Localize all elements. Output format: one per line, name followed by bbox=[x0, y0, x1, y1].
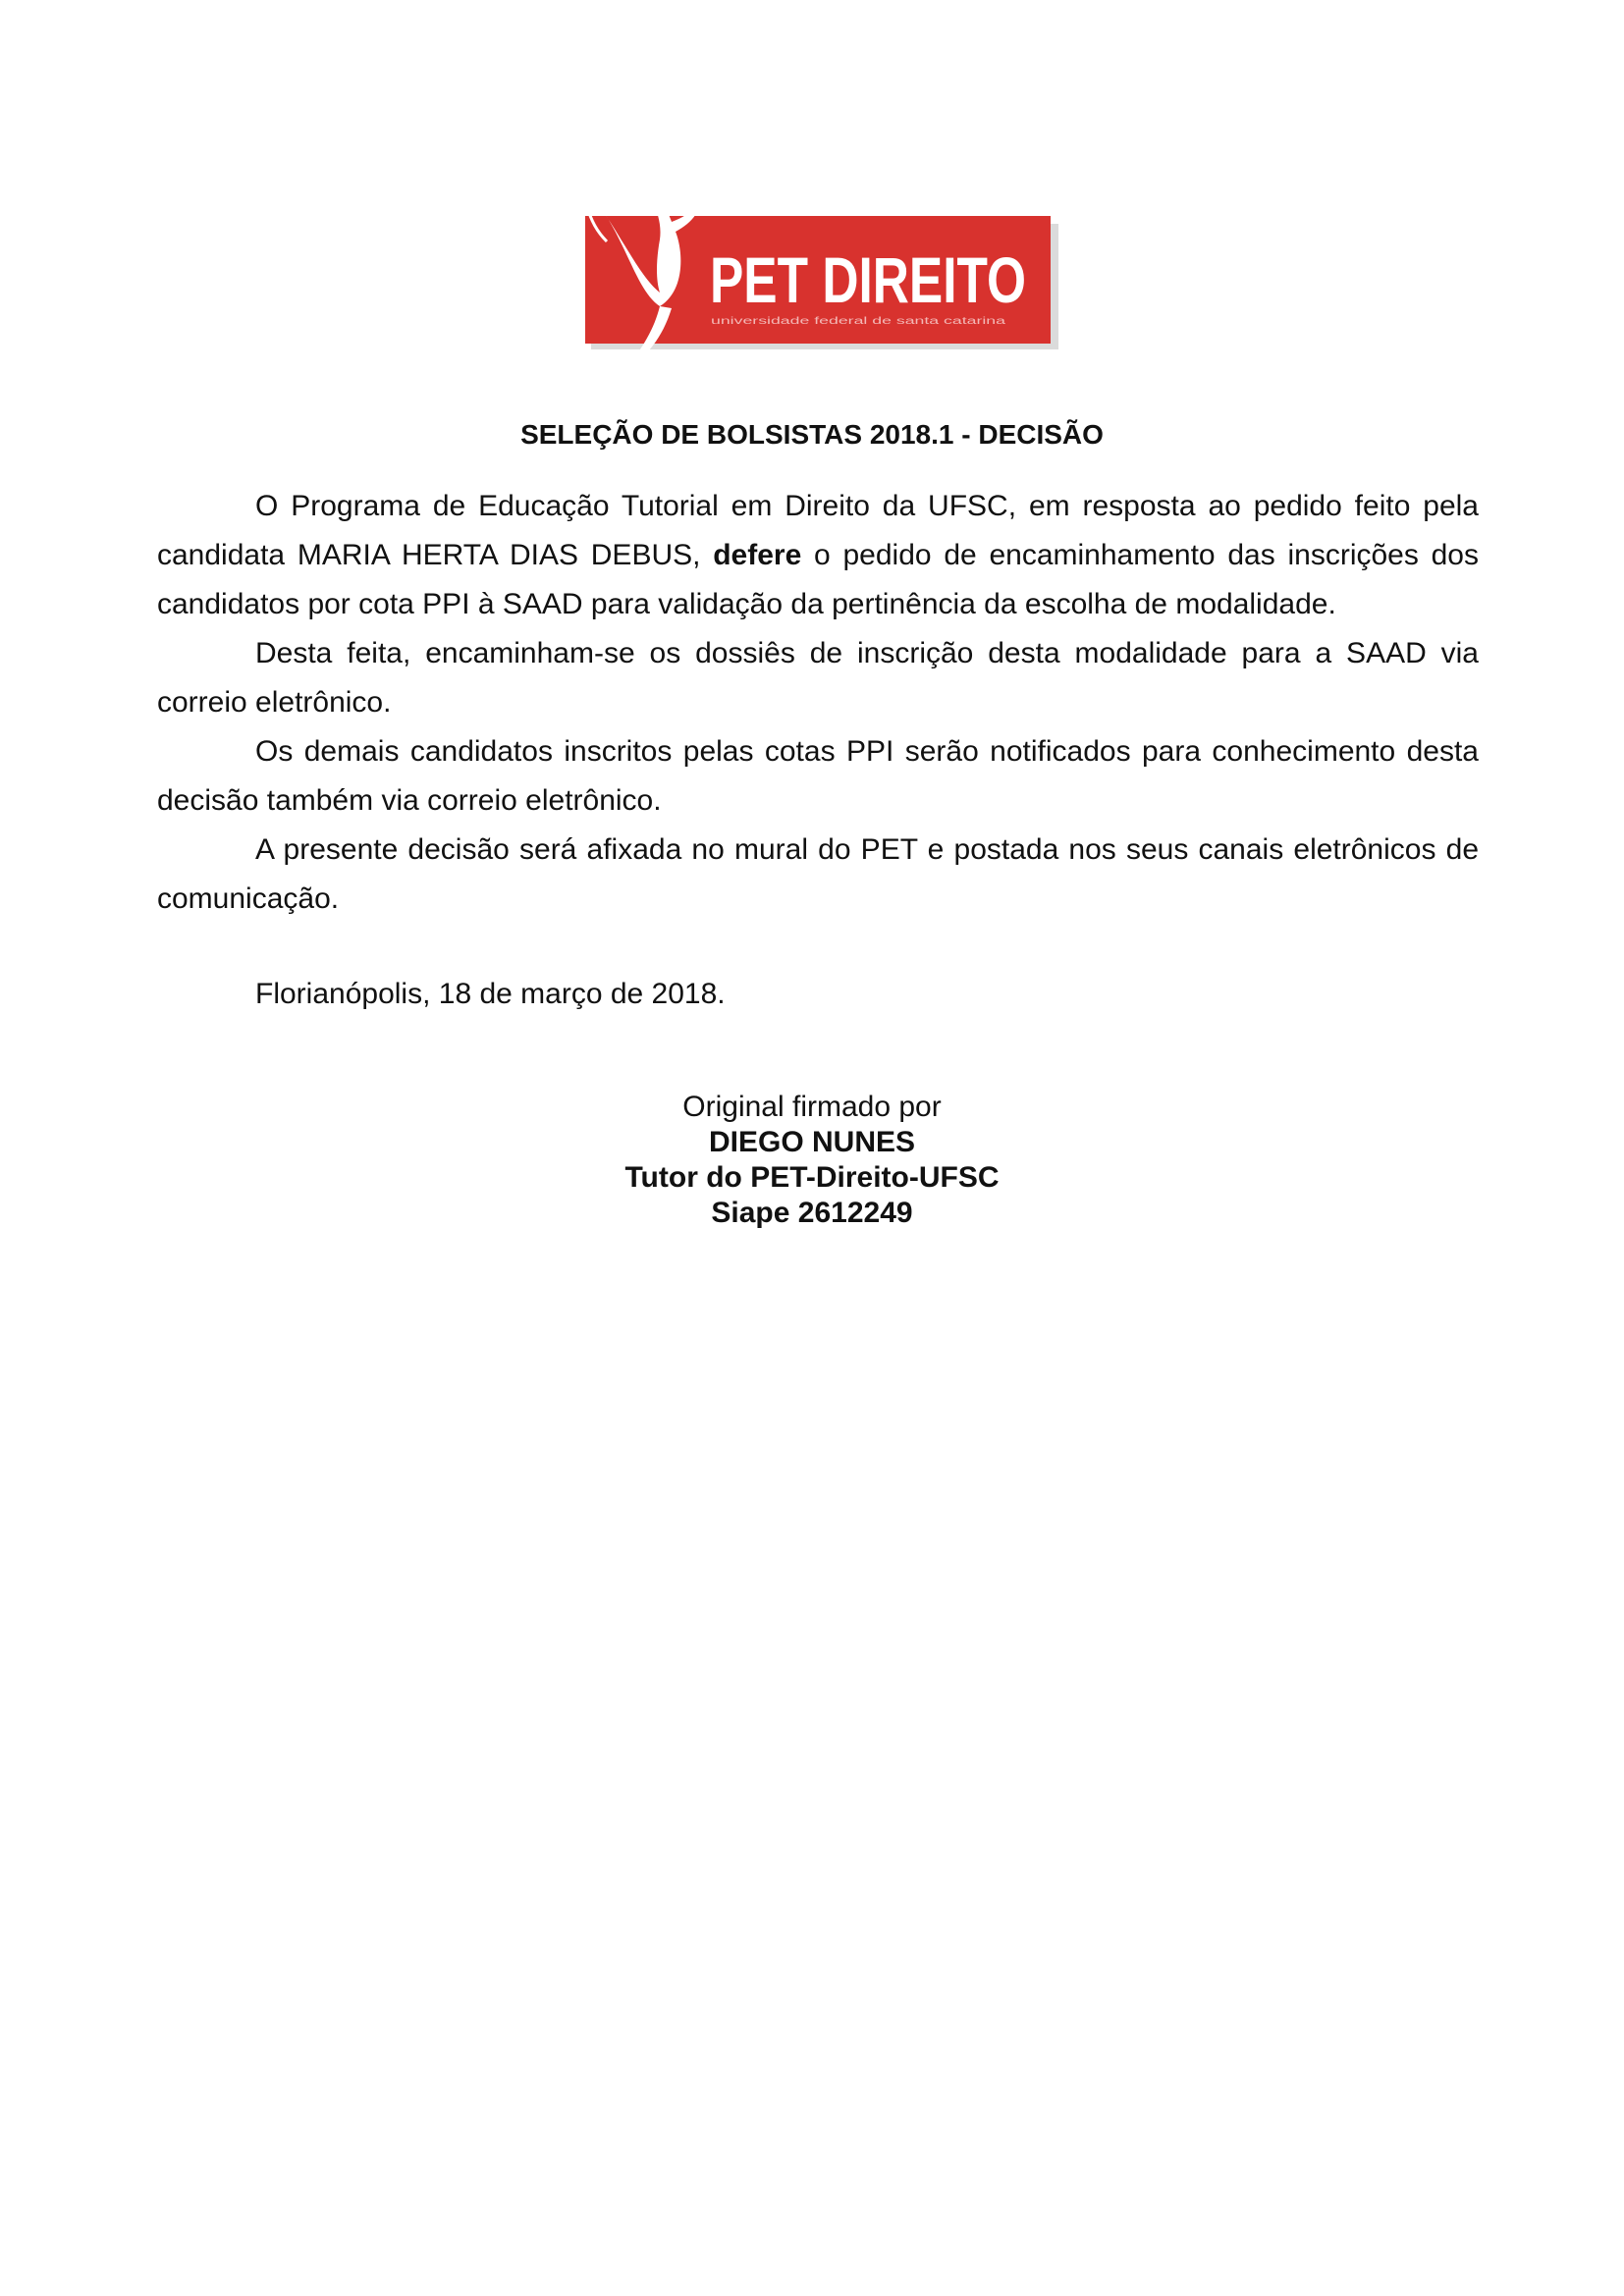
logo-subtitle: universidade federal de santa catarina bbox=[711, 316, 1006, 327]
signature-block bbox=[0, 1090, 1624, 1231]
signature-intro: Original firmado por bbox=[682, 1091, 942, 1123]
paragraph-publication: A presente decisão será afixada no mural do PET e postada nos seus canais eletrônicos de comunicação. bbox=[157, 833, 1479, 915]
paragraph-decision bbox=[157, 482, 1479, 629]
pet-direito-logo bbox=[577, 183, 1058, 379]
paragraph-decision-verb: defere bbox=[713, 539, 802, 571]
document-body bbox=[157, 482, 1479, 924]
signatory-name: DIEGO NUNES bbox=[708, 1126, 916, 1158]
paragraph-forwarding: Desta feita, encaminham-se os dossiês de inscrição desta modalidade para a SAAD via correio eletrônico. bbox=[157, 637, 1479, 719]
paragraph-decision-start: O Programa de Educação Tutorial em Direito da UFSC, em resposta ao pedido feito pela candidata MARIA HERTA DIAS DEBUS, bbox=[157, 490, 1479, 571]
document-title: SELEÇÃO DE BOLSISTAS 2018.1 - DECISÃO bbox=[520, 419, 1104, 450]
logo-text: PET DIREITO bbox=[710, 243, 1026, 316]
signatory-id: Siape 2612249 bbox=[711, 1197, 913, 1229]
paragraph-decision-end: o pedido de encaminhamento das inscrições dos candidatos por cota PPI à SAAD para validação da pertinência da escolha de modalidade. bbox=[157, 539, 1479, 620]
paragraph-notification: Os demais candidatos inscritos pelas cotas PPI serão notificados para conhecimento desta decisão também via correio eletrônico. bbox=[157, 735, 1479, 817]
signatory-role: Tutor do PET-Direito-UFSC bbox=[624, 1161, 1000, 1194]
date-line: Florianópolis, 18 de março de 2018. bbox=[255, 978, 726, 1010]
